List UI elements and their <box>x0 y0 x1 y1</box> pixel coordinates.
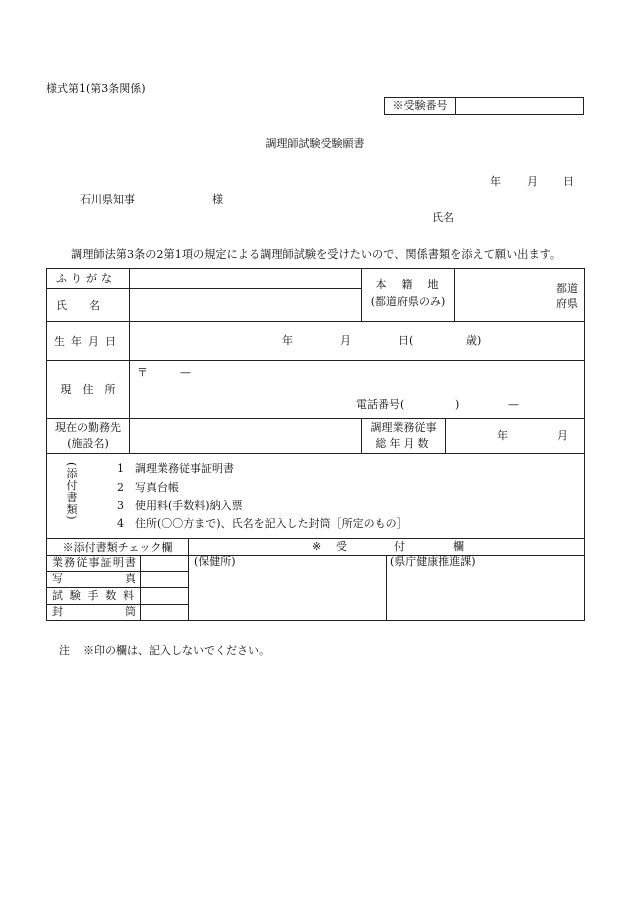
check-box-certificate[interactable] <box>141 556 187 571</box>
domicile-suffix-2: 府県 <box>556 297 578 310</box>
workplace-field[interactable] <box>131 419 360 452</box>
applicant-name-label: 氏名 <box>432 211 454 224</box>
reception-header-3: 欄 <box>453 540 464 553</box>
attachment-text: 調理業務従事証明書 <box>135 462 234 475</box>
phone-dash: — <box>508 398 519 411</box>
attachment-number: 2 <box>117 481 124 494</box>
check-box-photo[interactable] <box>141 572 187 587</box>
domicile-field[interactable] <box>456 269 536 320</box>
exam-number-label: ※受験番号 <box>385 98 456 114</box>
workplace-label-1-text: 現在の勤務先 <box>55 421 121 434</box>
check-item-photo: 写 真 <box>52 572 136 585</box>
experience-label-1-text: 調理業務従事 <box>370 421 437 434</box>
postal-dash: — <box>180 366 191 379</box>
attachment-text: 写真台帳 <box>135 481 179 494</box>
check-item-envelope: 封 筒 <box>52 605 136 618</box>
experience-month: 月 <box>557 429 568 442</box>
date-month: 月 <box>527 175 538 188</box>
phone-paren: ) <box>455 398 460 411</box>
postal-mark: 〒 <box>137 366 148 379</box>
reception-header-2: 付 <box>394 540 405 553</box>
workplace-label-2-text: (施設名) <box>67 437 109 450</box>
addressee-suffix: 様 <box>212 193 223 206</box>
domicile-note <box>362 294 454 309</box>
address-label-text: 現 住 所 <box>60 383 116 396</box>
check-divider <box>188 539 189 621</box>
note-text: ※印の欄は、記入しないでください。 <box>83 644 270 657</box>
birthdate-label-text: 生年月日 <box>54 334 122 348</box>
note-mark: 注 <box>59 644 70 657</box>
furigana-label-text: ふりがな <box>56 272 116 285</box>
birth-day: 日( <box>398 334 414 347</box>
exam-number-field[interactable] <box>455 98 583 114</box>
domicile-note-text: (都道府県のみ) <box>370 295 446 308</box>
attachment-number: 1 <box>117 462 124 475</box>
experience-label-2-text: 総年月数 <box>375 437 432 450</box>
attachment-text: 使用料(手数料)納入票 <box>135 499 243 512</box>
date-day: 日 <box>563 175 574 188</box>
domicile-label <box>362 277 454 292</box>
phone-label: 電話番号( <box>356 398 405 411</box>
workplace-label-1 <box>47 420 129 435</box>
birthdate-field[interactable] <box>131 322 583 359</box>
attachment-number: 4 <box>117 517 124 530</box>
experience-label-1 <box>362 420 445 435</box>
domicile-suffix-1: 都道 <box>556 282 578 295</box>
birthdate-label <box>47 322 129 360</box>
reception-divider <box>386 555 387 621</box>
check-item-fee: 試験手数料 <box>52 589 136 602</box>
name-label <box>47 289 129 321</box>
experience-label-2 <box>362 436 445 451</box>
reception-header-1: 受 <box>336 540 347 553</box>
check-box-fee[interactable] <box>141 588 187 604</box>
birth-year: 年 <box>282 334 293 347</box>
form-number: 様式第1(第3条関係) <box>46 82 146 95</box>
name-field[interactable] <box>131 289 360 320</box>
furigana-label <box>56 270 122 287</box>
check-box-envelope[interactable] <box>141 605 187 620</box>
workplace-row-line <box>46 453 585 454</box>
application-statement: 調理師法第3条の2第1項の規定による調理師試験を受けたいので、関係書類を添えて願い出ます。 <box>71 248 562 261</box>
furigana-field[interactable] <box>131 269 360 287</box>
domicile-label-text: 本 籍 地 <box>375 278 441 291</box>
reception-header-mark: ※ <box>312 540 322 553</box>
birth-month: 月 <box>340 334 351 347</box>
domicile-divider-right <box>454 268 455 322</box>
birth-age: 歳) <box>466 334 482 347</box>
name-label-text: 氏 名 <box>56 298 100 312</box>
form-title: 調理師試験受験願書 <box>265 137 365 150</box>
date-year: 年 <box>490 175 501 188</box>
check-header <box>47 540 188 555</box>
experience-year: 年 <box>497 429 508 442</box>
addressee: 石川県知事 <box>80 193 135 206</box>
address-label <box>47 361 129 418</box>
prefecture-division-label: (県庁健康推進課) <box>390 555 476 568</box>
workplace-label-2 <box>47 436 129 451</box>
attachment-text: 住所(〇〇方まで)、氏名を記入した封筒［所定のもの］ <box>135 517 408 530</box>
health-center-label: (保健所) <box>194 555 236 568</box>
attachments-label: (添付書類) <box>65 462 78 521</box>
attachment-number: 3 <box>117 499 124 512</box>
check-header-text: ※添付書類チェック欄 <box>62 541 173 554</box>
check-item-certificate: 業務従事証明書 <box>52 556 136 569</box>
